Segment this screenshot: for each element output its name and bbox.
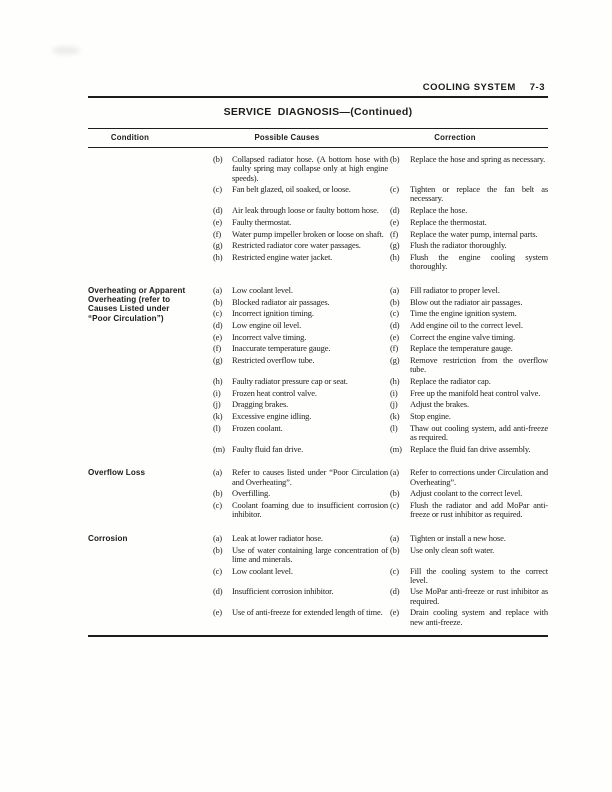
cause-cell <box>208 286 388 295</box>
cause-cell <box>208 321 388 330</box>
correction-cell <box>388 445 548 454</box>
table-row <box>208 206 548 215</box>
correction-item-letter: (c) <box>390 500 399 511</box>
table-row <box>208 356 548 374</box>
table-row <box>208 468 548 486</box>
correction-item-letter: (f) <box>390 228 399 239</box>
cause-item-letter: (i) <box>213 387 221 398</box>
cause-cell <box>208 206 388 215</box>
correction-cell <box>388 155 548 183</box>
condition-text-line: Overheating or Apparent <box>88 285 186 295</box>
correction-item-letter: (f) <box>390 343 399 354</box>
correction-item-letter: (d) <box>390 320 400 331</box>
condition-text-line: “Poor Circulation”) <box>88 313 164 323</box>
correction-text: Replace the hose. <box>410 205 468 216</box>
table-row <box>208 155 548 183</box>
correction-text: Adjust coolant to the correct level. <box>410 488 523 499</box>
cause-item-letter: (h) <box>213 376 223 387</box>
table-row <box>208 424 548 442</box>
cause-cell <box>208 501 388 519</box>
cause-item-letter: (j) <box>213 399 221 410</box>
condition-cell <box>88 468 208 522</box>
correction-cell <box>388 489 548 498</box>
correction-item-letter: (i) <box>390 387 398 398</box>
cause-item-letter: (k) <box>213 411 223 422</box>
cause-cell <box>208 608 388 626</box>
table-row <box>208 241 548 250</box>
cause-text: Use of anti-freeze for extended length of time. <box>232 607 383 618</box>
correction-item-letter: (m) <box>390 443 402 454</box>
cause-cell <box>208 218 388 227</box>
table-row <box>208 567 548 585</box>
correction-cell <box>388 230 548 239</box>
table-row <box>208 501 548 519</box>
correction-cell <box>388 333 548 342</box>
correction-text: Replace the fluid fan drive assembly. <box>410 443 531 454</box>
correction-item-letter: (b) <box>390 296 400 307</box>
correction-text: Drain cooling system and replace with new anti-freeze. <box>410 607 548 627</box>
cause-item-letter: (m) <box>213 443 225 454</box>
correction-item-letter: (b) <box>390 488 400 499</box>
cause-item-letter: (g) <box>213 355 223 366</box>
correction-cell <box>388 286 548 295</box>
cause-item-letter: (d) <box>213 586 223 597</box>
cause-text: Coolant foaming due to insufficient corrosion inhibitor. <box>232 500 388 520</box>
condition-cell <box>88 155 208 274</box>
condition-cell <box>88 534 208 629</box>
correction-cell <box>388 356 548 374</box>
correction-cell <box>388 567 548 585</box>
cause-text: Refer to causes listed under “Poor Circulation and Overheating”. <box>232 467 388 487</box>
table-section <box>88 155 548 274</box>
table-column-headers <box>88 129 548 147</box>
cause-text: Frozen heat control valve. <box>232 387 317 398</box>
cause-cell <box>208 356 388 374</box>
cause-text: Collapsed radiator hose. (A bottom hose with faulty spring may collapse only at high engine speeds). <box>232 154 388 183</box>
cause-cell <box>208 389 388 398</box>
cause-text: Inaccurate temperature gauge. <box>232 343 331 354</box>
cause-item-letter: (a) <box>213 284 222 295</box>
table-row <box>208 298 548 307</box>
table-row <box>208 489 548 498</box>
correction-item-letter: (b) <box>390 154 400 165</box>
correction-item-letter: (h) <box>390 376 400 387</box>
condition-cell <box>88 286 208 457</box>
cause-item-letter: (g) <box>213 240 223 251</box>
table-header-rule <box>88 147 548 148</box>
correction-cell <box>388 424 548 442</box>
correction-text: Fill radiator to proper level. <box>410 284 500 295</box>
correction-text: Tighten or replace the fan belt as necessary. <box>410 184 548 204</box>
table-row <box>208 309 548 318</box>
cause-text: Faulty fluid fan drive. <box>232 443 304 454</box>
cause-text: Air leak through loose or faulty bottom hose. <box>232 205 379 216</box>
cause-cell <box>208 445 388 454</box>
cause-text: Fan belt glazed, oil soaked, or loose. <box>232 184 351 195</box>
page-title: SERVICE DIAGNOSIS—(Continued) <box>223 105 413 118</box>
cause-cell <box>208 489 388 498</box>
cause-text: Dragging brakes. <box>232 399 289 410</box>
running-header <box>88 83 548 93</box>
table-row <box>208 333 548 342</box>
column-header-condition: Condition <box>110 132 150 142</box>
correction-item-letter: (c) <box>390 308 399 319</box>
section-rows <box>208 286 548 457</box>
section-rows <box>208 468 548 522</box>
correction-text: Free up the manifold heat control valve. <box>410 387 541 398</box>
table-row <box>208 400 548 409</box>
cause-item-letter: (e) <box>213 331 222 342</box>
table-row <box>208 218 548 227</box>
correction-cell <box>388 185 548 203</box>
correction-item-letter: (d) <box>390 205 400 216</box>
table-row <box>208 344 548 353</box>
correction-item-letter: (l) <box>390 422 398 433</box>
cause-text: Blocked radiator air passages. <box>232 296 330 307</box>
correction-text: Add engine oil to the correct level. <box>410 320 523 331</box>
cause-cell <box>208 253 388 271</box>
correction-cell <box>388 218 548 227</box>
cause-item-letter: (e) <box>213 216 222 227</box>
correction-cell <box>388 253 548 271</box>
condition-text-line: Overheating (refer to <box>88 295 171 305</box>
correction-text: Fill the cooling system to the correct level. <box>410 565 548 585</box>
correction-cell <box>388 389 548 398</box>
table-row <box>208 377 548 386</box>
scan-smudge <box>52 46 80 55</box>
correction-cell <box>388 608 548 626</box>
cause-cell <box>208 230 388 239</box>
correction-text: Remove restriction from the overflow tube. <box>410 355 548 375</box>
correction-text: Replace the water pump, internal parts. <box>410 228 538 239</box>
correction-text: Replace the radiator cap. <box>410 376 491 387</box>
correction-cell <box>388 206 548 215</box>
table-row <box>208 608 548 626</box>
cause-cell <box>208 546 388 564</box>
correction-cell <box>388 298 548 307</box>
cause-item-letter: (b) <box>213 544 223 555</box>
correction-cell <box>388 241 548 250</box>
cause-text: Excessive engine idling. <box>232 411 312 422</box>
cause-cell <box>208 468 388 486</box>
cause-text: Leak at lower radiator hose. <box>232 532 323 543</box>
cause-cell <box>208 567 388 585</box>
cause-item-letter: (c) <box>213 565 222 576</box>
correction-item-letter: (c) <box>390 184 399 195</box>
correction-item-letter: (e) <box>390 216 399 227</box>
correction-text: Replace the temperature gauge. <box>410 343 513 354</box>
cause-item-letter: (f) <box>213 343 222 354</box>
correction-text: Adjust the brakes. <box>410 399 469 410</box>
cause-cell <box>208 587 388 605</box>
cause-item-letter: (h) <box>213 252 223 262</box>
correction-text: Use only clean soft water. <box>410 544 495 555</box>
table-row <box>208 230 548 239</box>
cause-text: Frozen coolant. <box>232 422 283 433</box>
correction-text: Flush the radiator and add MoPar anti-freeze or rust inhibitor as required. <box>410 500 548 520</box>
cause-text: Restricted radiator core water passages. <box>232 240 361 251</box>
correction-item-letter: (a) <box>390 467 399 478</box>
correction-item-letter: (b) <box>390 544 400 555</box>
cause-cell <box>208 412 388 421</box>
table-section <box>88 534 548 629</box>
correction-text: Tighten or install a new hose. <box>410 532 506 543</box>
table-row <box>208 321 548 330</box>
table-row <box>208 546 548 564</box>
correction-text: Replace the hose and spring as necessary. <box>410 154 546 165</box>
correction-text: Flush the engine cooling system thoroughly. <box>410 252 548 272</box>
cause-text: Low coolant level. <box>232 284 293 295</box>
cause-cell <box>208 185 388 203</box>
correction-item-letter: (a) <box>390 284 399 295</box>
correction-cell <box>388 501 548 519</box>
cause-cell <box>208 344 388 353</box>
cause-item-letter: (a) <box>213 467 222 478</box>
cause-text: Faulty thermostat. <box>232 216 292 227</box>
correction-cell <box>388 587 548 605</box>
cause-item-letter: (c) <box>213 308 222 319</box>
cause-item-letter: (c) <box>213 184 222 195</box>
table-section <box>88 468 548 522</box>
correction-item-letter: (g) <box>390 240 400 251</box>
correction-text: Flush the radiator thoroughly. <box>410 240 507 251</box>
cause-text: Incorrect ignition timing. <box>232 308 314 319</box>
condition-text-line: Overflow Loss <box>88 468 146 478</box>
cause-item-letter: (a) <box>213 532 222 543</box>
correction-item-letter: (c) <box>390 565 399 576</box>
cause-cell <box>208 377 388 386</box>
cause-text: Restricted engine water jacket. <box>232 252 333 262</box>
table-row <box>208 253 548 271</box>
correction-item-letter: (e) <box>390 331 399 342</box>
correction-cell <box>388 400 548 409</box>
cause-item-letter: (b) <box>213 154 223 165</box>
chapter-title: COOLING SYSTEM <box>422 82 516 93</box>
section-rows <box>208 534 548 629</box>
condition-text-line: Corrosion <box>88 533 128 543</box>
section-rows <box>208 155 548 274</box>
correction-item-letter: (k) <box>390 411 400 422</box>
correction-cell <box>388 377 548 386</box>
cause-cell <box>208 534 388 543</box>
table-row <box>208 286 548 295</box>
cause-text: Overfilling. <box>232 488 271 499</box>
table-row <box>208 389 548 398</box>
cause-cell <box>208 424 388 442</box>
table-bottom-rule <box>88 635 548 637</box>
table-section <box>88 286 548 457</box>
cause-cell <box>208 400 388 409</box>
correction-item-letter: (a) <box>390 532 399 543</box>
cause-item-letter: (b) <box>213 296 223 307</box>
cause-cell <box>208 309 388 318</box>
cause-text: Use of water containing large concentration of lime and minerals. <box>232 544 388 564</box>
correction-text: Time the engine ignition system. <box>410 308 517 319</box>
table-row <box>208 445 548 454</box>
cause-item-letter: (d) <box>213 205 223 216</box>
cause-cell <box>208 298 388 307</box>
correction-cell <box>388 321 548 330</box>
column-header-correction: Correction <box>434 132 476 142</box>
correction-cell <box>388 309 548 318</box>
cause-cell <box>208 241 388 250</box>
page-number: 7-3 <box>529 82 545 93</box>
correction-text: Blow out the radiator air passages. <box>410 296 523 307</box>
correction-cell <box>388 412 548 421</box>
cause-item-letter: (l) <box>213 422 221 433</box>
cause-cell <box>208 333 388 342</box>
condition-text-line: Causes Listed under <box>88 304 170 314</box>
correction-text: Correct the engine valve timing. <box>410 331 515 342</box>
cause-text: Low coolant level. <box>232 565 293 576</box>
correction-item-letter: (d) <box>390 586 400 597</box>
correction-item-letter: (e) <box>390 607 399 618</box>
cause-item-letter: (f) <box>213 228 222 239</box>
cause-text: Low engine oil level. <box>232 320 302 331</box>
correction-item-letter: (j) <box>390 399 398 410</box>
cause-item-letter: (b) <box>213 488 223 499</box>
cause-text: Water pump impeller broken or loose on shaft. <box>232 228 384 239</box>
correction-cell <box>388 534 548 543</box>
diagnosis-table <box>88 155 548 629</box>
cause-item-letter: (e) <box>213 607 222 618</box>
correction-text: Stop engine. <box>410 411 451 422</box>
cause-text: Faulty radiator pressure cap or seat. <box>232 376 348 387</box>
cause-text: Restricted overflow tube. <box>232 355 315 366</box>
header-rule <box>88 96 548 98</box>
correction-item-letter: (g) <box>390 355 400 366</box>
cause-cell <box>208 155 388 183</box>
cause-item-letter: (d) <box>213 320 223 331</box>
cause-text: Insufficient corrosion inhibitor. <box>232 586 334 597</box>
table-row <box>208 534 548 543</box>
cause-text: Incorrect valve timing. <box>232 331 307 342</box>
correction-cell <box>388 344 548 353</box>
cause-item-letter: (c) <box>213 500 222 511</box>
correction-item-letter: (h) <box>390 252 400 262</box>
table-row <box>208 587 548 605</box>
correction-text: Thaw out cooling system, add anti-freeze as required. <box>410 422 548 443</box>
correction-text: Refer to corrections under Circulation and Overheating”. <box>410 467 548 487</box>
table-row <box>208 185 548 203</box>
correction-cell <box>388 546 548 564</box>
table-row <box>208 412 548 421</box>
correction-text: Replace the thermostat. <box>410 216 487 227</box>
correction-cell <box>388 468 548 486</box>
correction-text: Use MoPar anti-freeze or rust inhibitor as required. <box>410 586 548 606</box>
column-header-possible-causes: Possible Causes <box>254 132 320 142</box>
